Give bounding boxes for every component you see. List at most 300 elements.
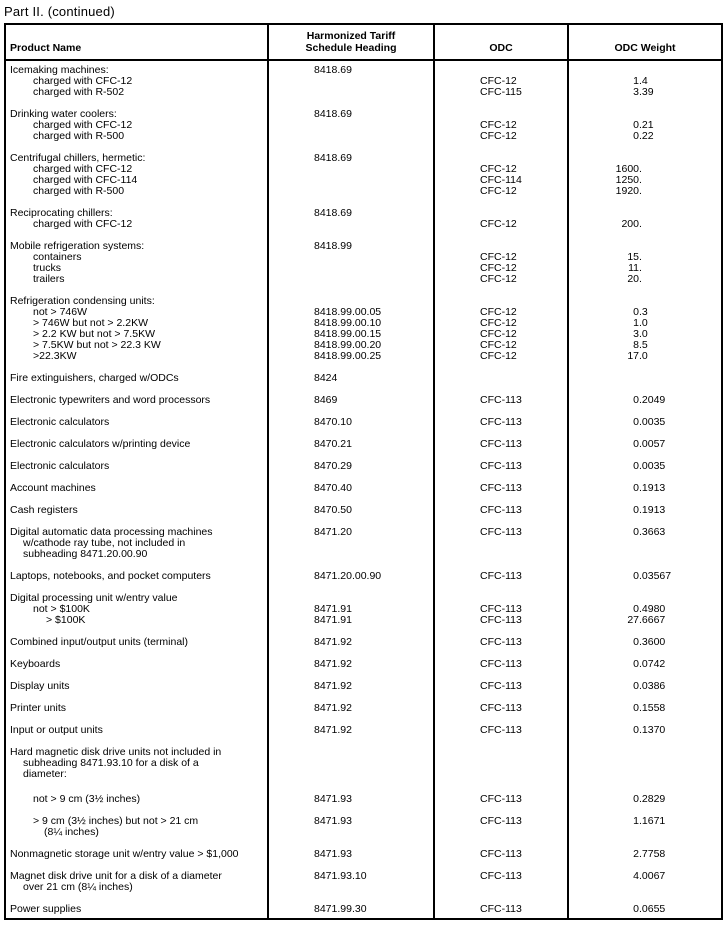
group-gap — [5, 692, 722, 703]
odc-cell: CFC-12 — [434, 131, 568, 142]
col-header-product-name: Product Name — [5, 24, 268, 60]
product-cell: charged with R-500 — [5, 131, 268, 142]
odc-cell: CFC-113 — [434, 794, 568, 805]
odc-cell — [434, 827, 568, 838]
table-row — [5, 615, 722, 626]
odc-cell: CFC-12 — [434, 164, 568, 175]
weight-cell — [568, 373, 722, 384]
gap-cell — [434, 142, 568, 153]
weight-integer: 15 — [627, 251, 639, 263]
weight-integer: 0 — [633, 658, 639, 670]
odc-cell: CFC-113 — [434, 505, 568, 516]
gap-cell — [434, 98, 568, 109]
product-cell: > 7.5KW but not > 22.3 KW — [5, 340, 268, 351]
gap-cell — [434, 285, 568, 296]
weight-cell — [568, 816, 722, 827]
weight-integer: 8 — [633, 339, 639, 351]
weight-cell — [568, 571, 722, 582]
odc-cell: CFC-113 — [434, 871, 568, 882]
table-row — [5, 816, 722, 827]
hts-cell: 8471.92 — [268, 725, 434, 736]
product-cell: Centrifugal chillers, hermetic: — [5, 153, 268, 164]
col-header-odc: ODC — [434, 24, 568, 60]
weight-integer: 0 — [633, 482, 639, 494]
weight-cell — [568, 882, 722, 893]
weight-cell — [568, 439, 722, 450]
weight-integer: 17 — [627, 350, 639, 362]
gap-cell — [268, 780, 434, 794]
gap-cell — [568, 230, 722, 241]
weight-cell — [568, 659, 722, 670]
odc-cell: CFC-12 — [434, 120, 568, 131]
hts-cell: 8471.92 — [268, 703, 434, 714]
weight-integer: 0 — [633, 394, 639, 406]
weight-fraction: .22 — [639, 130, 654, 142]
product-cell: Mobile refrigeration systems: — [5, 241, 268, 252]
weight-integer: 1 — [633, 317, 639, 329]
product-cell: not > 9 cm (3½ inches) — [5, 794, 268, 805]
hts-cell: 8418.69 — [268, 153, 434, 164]
odc-cell: CFC-12 — [434, 219, 568, 230]
hts-cell — [268, 274, 434, 285]
product-cell: charged with R-500 — [5, 186, 268, 197]
gap-cell — [5, 780, 268, 794]
weight-integer: 0 — [633, 460, 639, 472]
table-row — [5, 219, 722, 230]
hts-cell — [268, 747, 434, 758]
table-row — [5, 263, 722, 274]
hts-cell — [268, 827, 434, 838]
product-cell: diameter: — [5, 769, 268, 780]
odc-cell: CFC-12 — [434, 329, 568, 340]
table-row — [5, 252, 722, 263]
table-row — [5, 131, 722, 142]
product-cell: Digital processing unit w/entry value — [5, 593, 268, 604]
gap-cell — [434, 197, 568, 208]
hts-cell: 8418.69 — [268, 208, 434, 219]
hts-cell — [268, 175, 434, 186]
table-row — [5, 461, 722, 472]
page-title: Part II. (continued) — [4, 4, 115, 19]
weight-integer: 0 — [633, 603, 639, 615]
product-cell: trailers — [5, 274, 268, 285]
weight-fraction: .0035 — [639, 460, 666, 472]
weight-fraction: .0035 — [639, 416, 666, 428]
table-row — [5, 659, 722, 670]
hts-cell: 8418.99.00.05 — [268, 307, 434, 318]
odc-cell: CFC-113 — [434, 904, 568, 915]
weight-integer: 4 — [633, 870, 639, 882]
product-cell: containers — [5, 252, 268, 263]
group-gap — [5, 915, 722, 919]
weight-cell — [568, 241, 722, 252]
product-cell: Digital automatic data processing machines — [5, 527, 268, 538]
weight-fraction: .2049 — [639, 394, 666, 406]
odc-cell: CFC-12 — [434, 186, 568, 197]
gap-cell — [568, 98, 722, 109]
product-cell: Electronic calculators w/printing device — [5, 439, 268, 450]
weight-fraction: .0742 — [639, 658, 666, 670]
weight-fraction: . — [639, 185, 642, 197]
odc-cell — [434, 747, 568, 758]
product-cell: trucks — [5, 263, 268, 274]
hts-cell — [268, 186, 434, 197]
product-cell: charged with CFC-12 — [5, 76, 268, 87]
odc-cell: CFC-113 — [434, 395, 568, 406]
product-cell: over 21 cm (8¼ inches) — [5, 882, 268, 893]
odc-cell: CFC-113 — [434, 725, 568, 736]
gap-cell — [568, 582, 722, 593]
group-gap — [5, 472, 722, 483]
odc-cell — [434, 882, 568, 893]
hts-cell — [268, 549, 434, 560]
table-row — [5, 681, 722, 692]
table-row — [5, 351, 722, 362]
weight-fraction: . — [639, 262, 642, 274]
weight-fraction: .1913 — [639, 482, 666, 494]
weight-fraction: .1671 — [639, 815, 666, 827]
odc-cell: CFC-113 — [434, 637, 568, 648]
weight-integer: 0 — [633, 570, 639, 582]
table-row — [5, 593, 722, 604]
hts-cell: 8469 — [268, 395, 434, 406]
weight-cell — [568, 153, 722, 164]
table-row — [5, 241, 722, 252]
weight-fraction: . — [639, 218, 642, 230]
weight-integer: 0 — [633, 636, 639, 648]
hts-cell — [268, 538, 434, 549]
weight-cell — [568, 871, 722, 882]
odc-cell: CFC-113 — [434, 659, 568, 670]
gap-cell — [568, 285, 722, 296]
odc-cell: CFC-113 — [434, 681, 568, 692]
weight-cell — [568, 758, 722, 769]
product-cell: charged with CFC-114 — [5, 175, 268, 186]
weight-integer: 0 — [633, 724, 639, 736]
table-row — [5, 373, 722, 384]
weight-cell — [568, 461, 722, 472]
gap-cell — [268, 362, 434, 373]
col-header-hts-line1: Harmonized Tariff — [306, 30, 396, 42]
hts-cell: 8470.29 — [268, 461, 434, 472]
hts-cell: 8471.93.10 — [268, 871, 434, 882]
odc-cell: CFC-12 — [434, 318, 568, 329]
table-row — [5, 882, 722, 893]
weight-cell — [568, 527, 722, 538]
gap-cell — [568, 197, 722, 208]
weight-integer: 0 — [633, 793, 639, 805]
product-cell: Icemaking machines: — [5, 65, 268, 76]
table-body — [5, 60, 722, 919]
hts-cell — [268, 769, 434, 780]
product-cell: Fire extinguishers, charged w/ODCs — [5, 373, 268, 384]
weight-integer: 2 — [633, 848, 639, 860]
hts-cell — [268, 120, 434, 131]
hts-cell: 8470.40 — [268, 483, 434, 494]
product-cell: Cash registers — [5, 505, 268, 516]
weight-fraction: .0067 — [639, 870, 666, 882]
table-row — [5, 827, 722, 838]
odc-cell: CFC-113 — [434, 703, 568, 714]
odc-cell: CFC-12 — [434, 351, 568, 362]
weight-integer: 0 — [633, 119, 639, 131]
table-row — [5, 904, 722, 915]
weight-integer: 1 — [633, 75, 639, 87]
weight-cell — [568, 849, 722, 860]
product-cell: Drinking water coolers: — [5, 109, 268, 120]
table-row — [5, 769, 722, 780]
product-cell: Combined input/output units (terminal) — [5, 637, 268, 648]
weight-integer: 0 — [633, 130, 639, 142]
gap-cell — [434, 362, 568, 373]
weight-fraction: .0655 — [639, 903, 666, 915]
gap-cell — [5, 915, 268, 919]
weight-fraction: .3663 — [639, 526, 666, 538]
hts-cell: 8471.93 — [268, 816, 434, 827]
odc-cell: CFC-113 — [434, 417, 568, 428]
odc-cell: CFC-113 — [434, 604, 568, 615]
gap-cell — [568, 915, 722, 919]
col-header-odc-weight: ODC Weight — [568, 24, 722, 60]
weight-integer: 0 — [633, 702, 639, 714]
weight-integer: 20 — [627, 273, 639, 285]
hts-cell: 8471.91 — [268, 604, 434, 615]
table-row — [5, 758, 722, 769]
col-header-hts-line2: Schedule Heading — [305, 42, 397, 54]
hts-cell: 8418.69 — [268, 109, 434, 120]
weight-fraction: .3 — [639, 306, 648, 318]
gap-cell — [434, 230, 568, 241]
hts-cell — [268, 219, 434, 230]
weight-integer: 0 — [633, 903, 639, 915]
group-gap — [5, 670, 722, 681]
hts-cell: 8471.93 — [268, 794, 434, 805]
weight-cell — [568, 505, 722, 516]
weight-integer: 27 — [627, 614, 639, 626]
gap-cell — [268, 915, 434, 919]
gap-cell — [434, 780, 568, 794]
weight-cell — [568, 87, 722, 98]
weight-fraction: .0 — [639, 317, 648, 329]
product-cell: Reciprocating chillers: — [5, 208, 268, 219]
weight-cell — [568, 769, 722, 780]
gap-cell — [434, 736, 568, 747]
odc-cell: CFC-12 — [434, 76, 568, 87]
weight-fraction: .21 — [639, 119, 654, 131]
weight-fraction: .1558 — [639, 702, 666, 714]
table-row — [5, 794, 722, 805]
hts-cell: 8418.69 — [268, 65, 434, 76]
weight-fraction: . — [639, 251, 642, 263]
product-cell: Hard magnetic disk drive units not included in — [5, 747, 268, 758]
table-row — [5, 505, 722, 516]
odc-cell: CFC-12 — [434, 274, 568, 285]
product-cell: subheading 8471.20.00.90 — [5, 549, 268, 560]
weight-fraction: .5 — [639, 339, 648, 351]
product-cell: Keyboards — [5, 659, 268, 670]
product-cell: Laptops, notebooks, and pocket computers — [5, 571, 268, 582]
weight-fraction: .6667 — [639, 614, 666, 626]
gap-cell — [568, 736, 722, 747]
hts-cell: 8471.92 — [268, 681, 434, 692]
odc-cell: CFC-113 — [434, 527, 568, 538]
odc-cell — [434, 538, 568, 549]
hts-cell: 8471.99.30 — [268, 904, 434, 915]
table-row — [5, 87, 722, 98]
product-cell: (8¼ inches) — [5, 827, 268, 838]
hts-cell: 8471.20.00.90 — [268, 571, 434, 582]
odc-cell: CFC-12 — [434, 340, 568, 351]
weight-cell — [568, 794, 722, 805]
hts-cell — [268, 164, 434, 175]
product-cell: >22.3KW — [5, 351, 268, 362]
weight-cell — [568, 904, 722, 915]
weight-cell — [568, 131, 722, 142]
weight-integer: 0 — [633, 526, 639, 538]
weight-cell — [568, 725, 722, 736]
weight-fraction: .4 — [639, 75, 648, 87]
odc-cell: CFC-113 — [434, 439, 568, 450]
odc-cell: CFC-113 — [434, 461, 568, 472]
hts-cell — [268, 882, 434, 893]
odc-cell: CFC-114 — [434, 175, 568, 186]
product-cell: subheading 8471.93.10 for a disk of a — [5, 758, 268, 769]
hts-cell — [268, 87, 434, 98]
weight-cell — [568, 549, 722, 560]
weight-fraction: . — [639, 174, 642, 186]
weight-cell — [568, 252, 722, 263]
table-row — [5, 849, 722, 860]
weight-integer: 1 — [633, 815, 639, 827]
table-row — [5, 549, 722, 560]
group-gap — [5, 714, 722, 725]
weight-cell — [568, 637, 722, 648]
tariff-table — [4, 23, 723, 920]
weight-integer: 3 — [633, 328, 639, 340]
weight-cell — [568, 483, 722, 494]
weight-fraction: .0 — [639, 328, 648, 340]
product-cell: > $100K — [5, 615, 268, 626]
weight-fraction: .1913 — [639, 504, 666, 516]
table-row — [5, 725, 722, 736]
gap-cell — [268, 736, 434, 747]
weight-cell — [568, 208, 722, 219]
gap-cell — [268, 582, 434, 593]
table-row — [5, 604, 722, 615]
weight-cell — [568, 219, 722, 230]
weight-cell — [568, 681, 722, 692]
weight-cell — [568, 175, 722, 186]
product-cell: Account machines — [5, 483, 268, 494]
product-cell: charged with CFC-12 — [5, 164, 268, 175]
weight-integer: 0 — [633, 416, 639, 428]
weight-integer: 11 — [628, 262, 639, 274]
weight-fraction: .0057 — [639, 438, 666, 450]
weight-fraction: . — [639, 163, 642, 175]
weight-integer: 0 — [633, 438, 639, 450]
group-gap — [5, 494, 722, 505]
table-row — [5, 274, 722, 285]
weight-cell — [568, 703, 722, 714]
hts-cell: 8418.99.00.25 — [268, 351, 434, 362]
header-row — [5, 24, 722, 60]
table-row — [5, 439, 722, 450]
weight-integer: 3 — [633, 86, 639, 98]
product-cell: Magnet disk drive unit for a disk of a diameter — [5, 871, 268, 882]
hts-cell — [268, 76, 434, 87]
table-row — [5, 186, 722, 197]
hts-cell: 8418.99.00.10 — [268, 318, 434, 329]
product-cell: not > 746W — [5, 307, 268, 318]
gap-cell — [434, 582, 568, 593]
weight-fraction: .1370 — [639, 724, 666, 736]
odc-cell — [434, 373, 568, 384]
product-cell: charged with R-502 — [5, 87, 268, 98]
product-cell: charged with CFC-12 — [5, 120, 268, 131]
odc-cell — [434, 549, 568, 560]
product-cell: Refrigeration condensing units: — [5, 296, 268, 307]
hts-cell: 8471.20 — [268, 527, 434, 538]
gap-cell — [268, 285, 434, 296]
group-gap — [5, 450, 722, 461]
weight-integer: 0 — [633, 504, 639, 516]
gap-cell — [434, 915, 568, 919]
weight-integer: 200 — [621, 218, 639, 230]
weight-integer: 1250 — [615, 174, 639, 186]
weight-cell — [568, 417, 722, 428]
hts-cell — [268, 263, 434, 274]
hts-cell: 8470.50 — [268, 505, 434, 516]
table-row — [5, 637, 722, 648]
weight-cell — [568, 747, 722, 758]
product-cell: > 2.2 KW but not > 7.5KW — [5, 329, 268, 340]
weight-fraction: .4980 — [639, 603, 666, 615]
odc-cell: CFC-12 — [434, 307, 568, 318]
gap-cell — [568, 142, 722, 153]
product-cell: Electronic calculators — [5, 461, 268, 472]
product-cell: > 746W but not > 2.2KW — [5, 318, 268, 329]
weight-fraction: .39 — [639, 86, 654, 98]
hts-cell: 8471.93 — [268, 849, 434, 860]
hts-cell: 8418.99 — [268, 241, 434, 252]
weight-fraction: . — [639, 273, 642, 285]
weight-fraction: .0386 — [639, 680, 666, 692]
weight-fraction: .7758 — [639, 848, 666, 860]
product-cell: Display units — [5, 681, 268, 692]
weight-integer: 1920 — [615, 185, 639, 197]
hts-cell — [268, 758, 434, 769]
weight-integer: 1600 — [615, 163, 639, 175]
weight-cell — [568, 351, 722, 362]
product-cell: Electronic calculators — [5, 417, 268, 428]
product-cell: > 9 cm (3½ inches) but not > 21 cm — [5, 816, 268, 827]
table-row — [5, 483, 722, 494]
table-row — [5, 571, 722, 582]
hts-cell: 8471.91 — [268, 615, 434, 626]
odc-cell: CFC-113 — [434, 849, 568, 860]
weight-cell — [568, 538, 722, 549]
product-cell: charged with CFC-12 — [5, 219, 268, 230]
product-cell: Printer units — [5, 703, 268, 714]
table-row — [5, 703, 722, 714]
gap-cell — [568, 780, 722, 794]
odc-cell — [434, 769, 568, 780]
gap-cell — [568, 362, 722, 373]
product-cell: Power supplies — [5, 904, 268, 915]
hts-cell — [268, 252, 434, 263]
weight-cell — [568, 186, 722, 197]
hts-cell: 8424 — [268, 373, 434, 384]
